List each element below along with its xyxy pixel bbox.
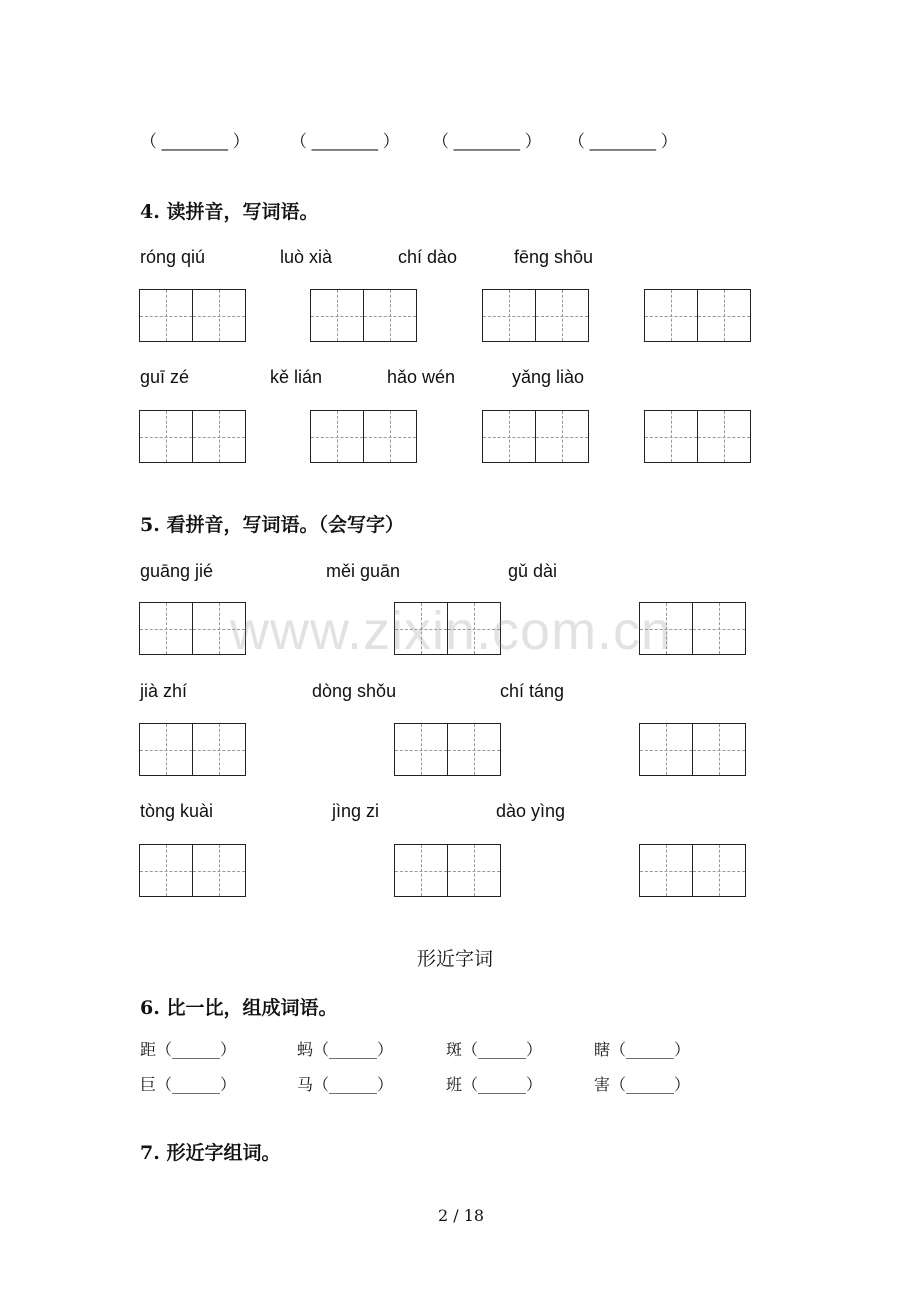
compare-item: 距（______） [140, 1040, 237, 1059]
writing-grid[interactable] [482, 410, 589, 463]
question-5-heading: 5. 看拼音，写词语。（会写字） [140, 514, 404, 536]
writing-grid[interactable] [644, 410, 751, 463]
section-title: 形近字词 [417, 948, 494, 970]
answer-blank: （ _______ ） [568, 132, 678, 151]
pinyin-label: guī zé [140, 367, 190, 387]
compare-item: 斑（______） [446, 1040, 543, 1059]
pinyin-label: fēng shōu [514, 247, 594, 267]
compare-item: 班（______） [446, 1075, 543, 1094]
writing-grid[interactable] [139, 410, 246, 463]
compare-item: 瞎（______） [594, 1040, 691, 1059]
compare-item: 害（______） [594, 1075, 691, 1094]
pinyin-label: kě lián [270, 367, 323, 387]
pinyin-label: jìng zi [332, 801, 380, 821]
pinyin-label: chí dào [398, 247, 458, 267]
writing-grid[interactable] [639, 723, 746, 776]
question-7-heading: 7. 形近字组词。 [140, 1142, 281, 1164]
pinyin-label: jià zhí [140, 681, 188, 701]
compare-item: 巨（______） [140, 1075, 237, 1094]
writing-grid[interactable] [394, 844, 501, 897]
page-number: 2 / 18 [438, 1206, 485, 1225]
writing-grid[interactable] [310, 289, 417, 342]
pinyin-label: měi guān [326, 561, 401, 581]
pinyin-label: yǎng liào [512, 367, 585, 387]
pinyin-label: guāng jié [140, 561, 214, 581]
pinyin-label: tòng kuài [140, 801, 214, 821]
pinyin-label: hǎo wén [387, 367, 456, 387]
writing-grid[interactable] [139, 289, 246, 342]
writing-grid[interactable] [310, 410, 417, 463]
pinyin-label: róng qiú [140, 247, 206, 267]
compare-item: 蚂（______） [297, 1040, 394, 1059]
answer-blank: （ _______ ） [140, 132, 250, 151]
writing-grid[interactable] [639, 844, 746, 897]
question-6-heading: 6. 比一比，组成词语。 [140, 997, 338, 1019]
writing-grid[interactable] [644, 289, 751, 342]
answer-blank: （ _______ ） [432, 132, 542, 151]
pinyin-label: chí táng [500, 681, 565, 701]
writing-grid[interactable] [139, 723, 246, 776]
answer-blank: （ _______ ） [290, 132, 400, 151]
pinyin-label: luò xià [280, 247, 333, 267]
writing-grid[interactable] [139, 844, 246, 897]
watermark: www.zixin.com.cn [230, 601, 673, 661]
pinyin-label: gǔ dài [508, 561, 558, 581]
compare-item: 马（______） [297, 1075, 394, 1094]
writing-grid[interactable] [482, 289, 589, 342]
writing-grid[interactable] [394, 723, 501, 776]
pinyin-label: dào yìng [496, 801, 566, 821]
question-4-heading: 4. 读拼音，写词语。 [140, 201, 319, 223]
pinyin-label: dòng shǒu [312, 681, 397, 701]
